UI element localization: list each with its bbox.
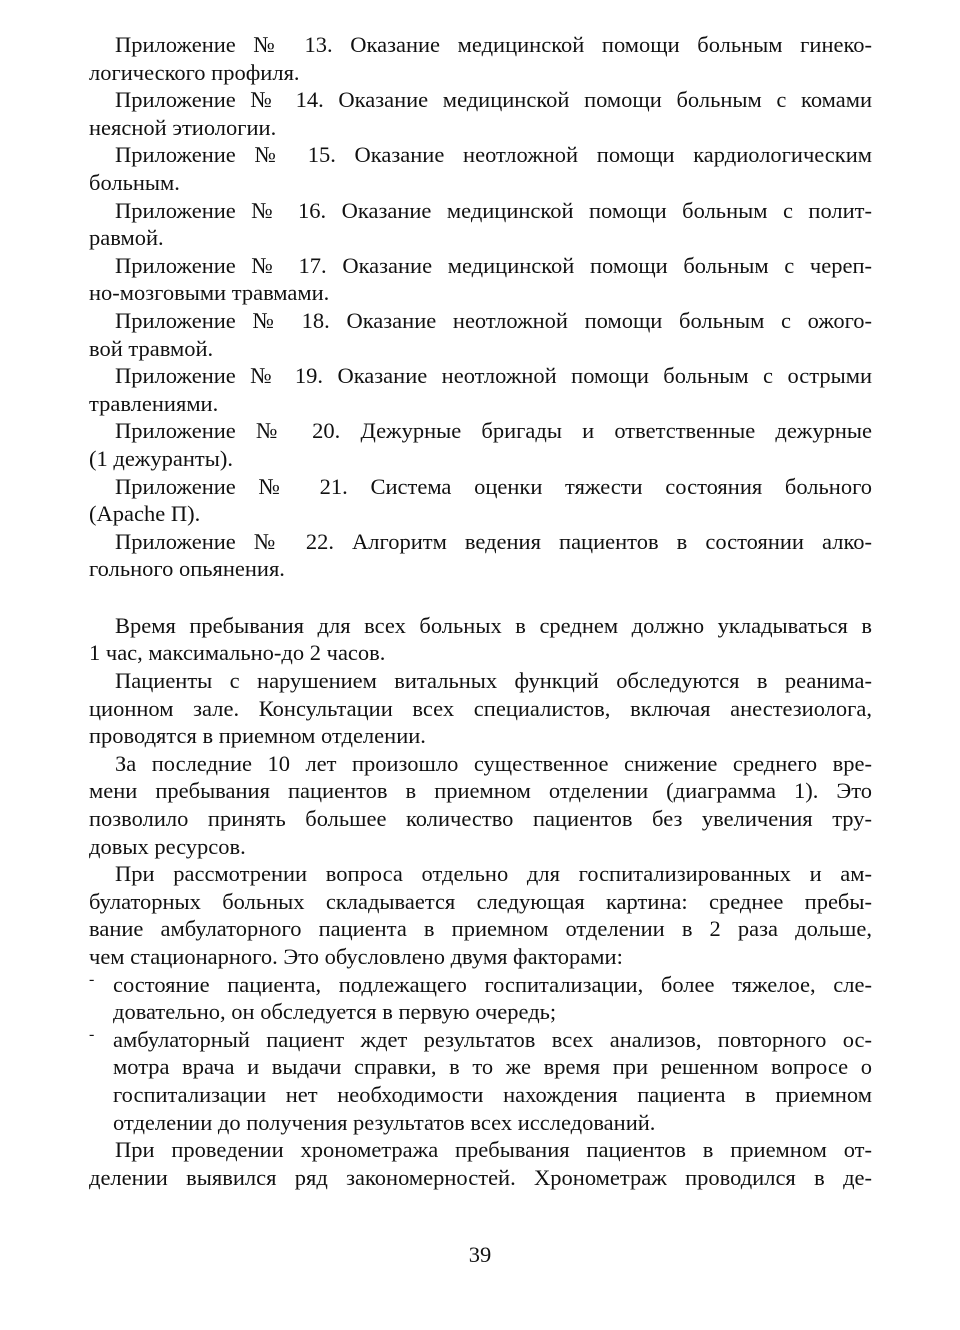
body-paragraph-ten-years <box>89 750 872 860</box>
text-line: гольного опьянения. <box>89 556 285 582</box>
text-line: Приложение № 20. Дежурные бригады и ответственные дежурные <box>115 418 872 444</box>
body-paragraph-timing <box>89 1136 872 1191</box>
text-line: больным. <box>89 169 180 195</box>
text-line: ционном зале. Консультации всех специалистов, включая анестезиолога, <box>89 695 872 721</box>
text-line: (1 дежуранты). <box>89 445 233 471</box>
appendix-16 <box>89 197 872 252</box>
text-line: травлениями. <box>89 390 219 416</box>
bullet-item <box>89 1026 872 1136</box>
body-paragraph-stay-time <box>89 612 872 667</box>
text-line: Приложение № 14. Оказание медицинской помощи больным с комами <box>115 87 872 113</box>
text-line: За последние 10 лет произошло существенное снижение среднего вре- <box>115 750 872 776</box>
text-line: Приложение № 21. Система оценки тяжести состояния больного <box>115 473 872 499</box>
section-spacer <box>89 583 872 612</box>
text-line: отделении до получения результатов всех исследований. <box>113 1109 656 1135</box>
document-page <box>89 31 872 1191</box>
text-line: равмой. <box>89 225 164 251</box>
appendix-20 <box>89 417 872 472</box>
text-line: Приложение № 13. Оказание медицинской помощи больным гинеко- <box>115 32 872 57</box>
text-line: неясной этиологии. <box>89 114 277 140</box>
text-line: довых ресурсов. <box>89 833 246 859</box>
appendix-list <box>89 31 872 583</box>
text-line: Приложение № 16. Оказание медицинской помощи больным с полит- <box>115 197 872 223</box>
text-line: делении выявился ряд закономерностей. Хронометраж проводился в де- <box>89 1164 872 1190</box>
text-line: проводятся в приемном отделении. <box>89 723 426 749</box>
appendix-19 <box>89 362 872 417</box>
text-line: госпитализации нет необходимости нахождения пациента в приемном <box>113 1081 872 1107</box>
appendix-14 <box>89 86 872 141</box>
text-line: Приложение № 18. Оказание неотложной помощи больным с ожого- <box>115 307 872 333</box>
text-line: Пациенты с нарушением витальных функций обследуются в реанима- <box>115 668 872 694</box>
text-line: мени пребывания пациентов в приемном отделении (диаграмма 1). Это <box>89 778 872 804</box>
text-line: Приложение № 17. Оказание медицинской помощи больным с череп- <box>115 252 872 278</box>
text-line: довательно, он обследуется в первую очередь; <box>113 999 557 1025</box>
text-line: При рассмотрении вопроса отдельно для госпитализированных и ам- <box>115 861 872 887</box>
text-line: вой травмой. <box>89 335 214 361</box>
bullet-dash: - <box>89 1025 95 1043</box>
appendix-18 <box>89 307 872 362</box>
appendix-21 <box>89 473 872 528</box>
text-line: При проведении хронометража пребывания пациентов в приемном от- <box>115 1137 872 1163</box>
text-line: 1 час, максимально-до 2 часов. <box>89 640 386 666</box>
bullet-dash: - <box>89 970 95 988</box>
page-number: 39 <box>468 1242 492 1267</box>
text-line: позволило принять большее количество пациентов без увеличения тру- <box>89 806 872 832</box>
text-line: логического профиля. <box>89 59 300 85</box>
appendix-22 <box>89 528 872 583</box>
appendix-15 <box>89 141 872 196</box>
bullet-item <box>89 971 872 1026</box>
text-line: мотра врача и выдачи справки, в то же время при решенном вопросе о <box>113 1054 872 1080</box>
text-line: состояние пациента, подлежащего госпитализации, более тяжелое, сле- <box>113 971 872 997</box>
text-line: амбулаторный пациент ждет результатов всех анализов, повторного ос- <box>113 1026 872 1052</box>
text-line: чем стационарного. Это обусловлено двумя факторами: <box>89 944 623 969</box>
body-paragraph-outpatient <box>89 860 872 970</box>
text-line: Время пребывания для всех больных в среднем должно укладываться в <box>115 612 872 638</box>
appendix-17 <box>89 252 872 307</box>
text-line: Приложение № 19. Оказание неотложной помощи больным с острыми <box>115 363 872 389</box>
text-line: Приложение № 22. Алгоритм ведения пациентов в состоянии алко- <box>115 528 872 554</box>
text-line: (Apache П). <box>89 501 201 527</box>
body-paragraph-vital-functions <box>89 667 872 750</box>
text-line: но-мозговыми травмами. <box>89 280 330 306</box>
appendix-13 <box>89 31 872 86</box>
text-line: Приложение № 15. Оказание неотложной помощи кардиологическим <box>115 142 872 168</box>
text-line: вание амбулаторного пациента в приемном отделении в 2 раза дольше, <box>89 916 872 942</box>
text-line: булаторных больных складывается следующая картина: среднее пребы- <box>89 888 872 914</box>
